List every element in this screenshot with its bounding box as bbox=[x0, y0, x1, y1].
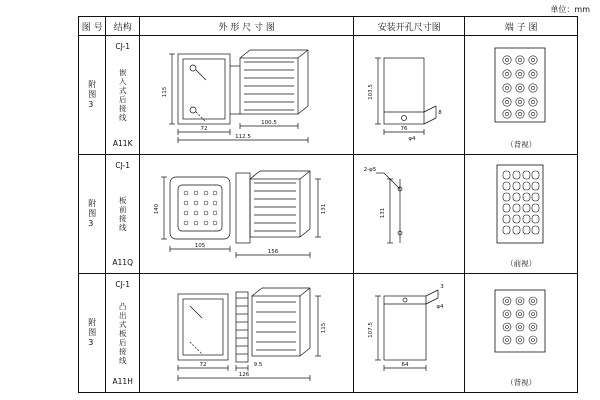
structure-name: 嵌 入 式 后 接 线 bbox=[118, 68, 127, 122]
model-label: CJ-1 bbox=[115, 161, 131, 170]
table-header-row bbox=[79, 17, 578, 36]
outline-svg-1 bbox=[140, 36, 350, 154]
code-label: A11H bbox=[112, 377, 133, 386]
row-no-text bbox=[79, 36, 105, 154]
row-outline-cell bbox=[139, 155, 353, 274]
row-no-char-1: 附 图 3 bbox=[88, 199, 97, 228]
outline-drawing-3 bbox=[140, 274, 353, 392]
dim-115: 115 bbox=[161, 86, 168, 98]
dim-72: 72 bbox=[199, 362, 207, 368]
terminal-caption: （背视） bbox=[506, 140, 537, 149]
dim-phi4: φ4 bbox=[408, 136, 416, 142]
mounting-svg-1 bbox=[354, 36, 462, 154]
row-structure-cell bbox=[106, 274, 140, 393]
row-no-text bbox=[79, 274, 105, 392]
structure-text bbox=[106, 274, 139, 392]
terminal-caption: （背视） bbox=[506, 378, 537, 387]
dim-126: 126 bbox=[238, 372, 250, 378]
terminal-drawing-1 bbox=[465, 36, 577, 154]
row-no-cell bbox=[79, 274, 106, 393]
table-row bbox=[79, 274, 578, 393]
unit-note: 单位：mm bbox=[550, 5, 590, 14]
structure-text bbox=[106, 36, 139, 154]
structure-name: 凸 出 式 板 后 接 线 bbox=[118, 301, 127, 365]
row-mounting-cell bbox=[354, 155, 465, 274]
row-outline-cell bbox=[139, 274, 353, 393]
row-no-text bbox=[79, 155, 105, 273]
dim-131: 131 bbox=[380, 207, 387, 219]
row-mounting-cell bbox=[354, 36, 465, 155]
dim-100-5: 100.5 bbox=[261, 120, 277, 126]
dim-2-phi5: 2-φ5 bbox=[364, 167, 377, 173]
table-head bbox=[79, 17, 578, 36]
outline-svg-2 bbox=[140, 155, 350, 273]
row-no-char-1: 附 图 3 bbox=[88, 80, 97, 109]
outline-drawing-1 bbox=[140, 36, 353, 154]
terminal-svg-2 bbox=[465, 155, 575, 255]
dim-64: 64 bbox=[401, 362, 409, 368]
row-terminal-cell bbox=[465, 274, 578, 393]
model-label: CJ-1 bbox=[115, 280, 131, 289]
row-structure-cell bbox=[106, 36, 140, 155]
row-terminal-cell bbox=[465, 155, 578, 274]
col-header-outline: 外 形 尺 寸 图 bbox=[139, 17, 353, 36]
dim-103-5: 103.5 bbox=[368, 84, 375, 100]
terminal-drawing-3 bbox=[465, 274, 577, 392]
table-body bbox=[79, 36, 578, 393]
dim-9-5: 9.5 bbox=[253, 362, 263, 368]
model-label: CJ-1 bbox=[115, 42, 131, 51]
outline-drawing-2 bbox=[140, 155, 353, 273]
dim-phi4: φ4 bbox=[436, 304, 444, 310]
mounting-svg-2 bbox=[354, 155, 462, 273]
row-no-cell bbox=[79, 155, 106, 274]
dim-140: 140 bbox=[153, 203, 160, 215]
dim-3: 3 bbox=[440, 284, 445, 290]
dim-112-5: 112.5 bbox=[235, 134, 251, 140]
row-outline-cell bbox=[139, 36, 353, 155]
col-header-mounting: 安装开孔尺寸图 bbox=[354, 17, 465, 36]
code-label: A11K bbox=[112, 139, 133, 148]
dim-115: 115 bbox=[320, 322, 327, 334]
row-structure-cell bbox=[106, 155, 140, 274]
table-row bbox=[79, 155, 578, 274]
row-no-char-1: 附 图 3 bbox=[88, 318, 97, 347]
terminal-drawing-2 bbox=[465, 155, 577, 273]
structure-text bbox=[106, 155, 139, 273]
mounting-drawing-2 bbox=[354, 155, 464, 273]
dim-76: 76 bbox=[400, 126, 408, 132]
dim-72: 72 bbox=[200, 126, 208, 132]
mounting-drawing-1 bbox=[354, 36, 464, 154]
col-header-structure: 结构 bbox=[106, 17, 140, 36]
row-terminal-cell bbox=[465, 36, 578, 155]
code-label: A11Q bbox=[112, 258, 133, 267]
terminal-caption: （前视） bbox=[506, 259, 537, 268]
structure-name: 板 前 接 线 bbox=[118, 196, 127, 232]
row-mounting-cell bbox=[354, 274, 465, 393]
mounting-drawing-3 bbox=[354, 274, 464, 392]
mounting-svg-3 bbox=[354, 274, 462, 392]
terminal-svg-3 bbox=[465, 274, 575, 374]
col-header-no: 图 号 bbox=[79, 17, 106, 36]
dim-156: 156 bbox=[267, 249, 279, 255]
dim-131: 131 bbox=[320, 203, 327, 215]
spec-table bbox=[78, 16, 578, 393]
col-header-terminal: 端 子 图 bbox=[465, 17, 578, 36]
outline-svg-3 bbox=[140, 274, 350, 392]
row-no-cell bbox=[79, 36, 106, 155]
dim-8: 8 bbox=[438, 110, 443, 116]
dim-107-5: 107.5 bbox=[368, 322, 375, 338]
dim-105: 105 bbox=[194, 243, 206, 249]
terminal-svg-1 bbox=[465, 36, 575, 136]
table-row bbox=[79, 36, 578, 155]
